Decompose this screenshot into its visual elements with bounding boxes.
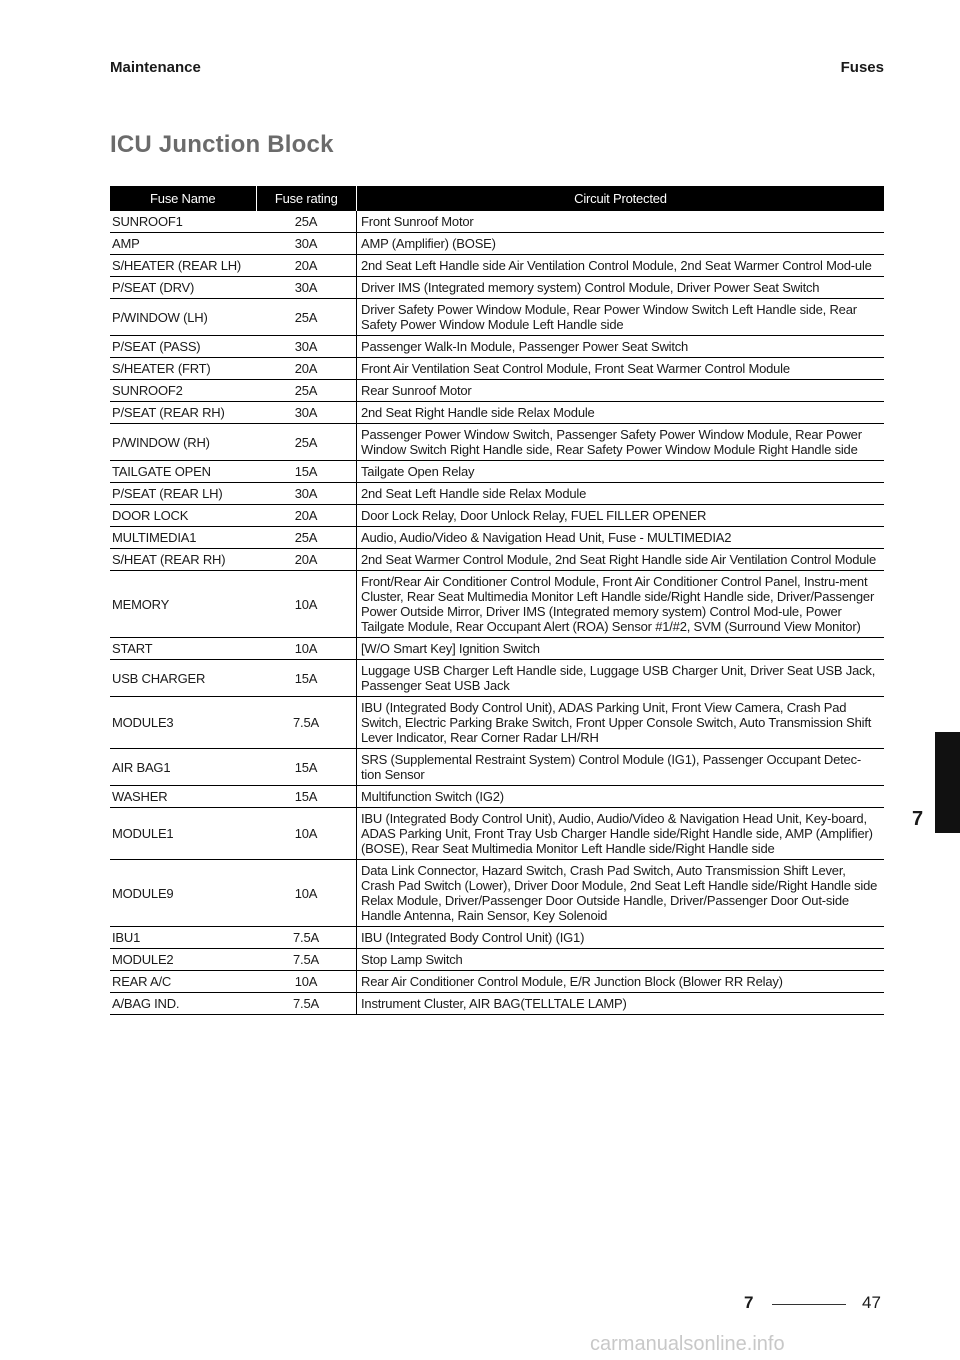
circuit-protected-cell: Stop Lamp Switch — [357, 949, 885, 971]
fuse-rating-cell: 25A — [256, 527, 357, 549]
fuse-name-cell: IBU1 — [110, 927, 256, 949]
fuse-rating-cell: 15A — [256, 786, 357, 808]
table-row — [110, 380, 884, 402]
circuit-protected-cell: IBU (Integrated Body Control Unit), Audio, Audio/Video & Navigation Head Unit, Key-board, ADAS Parking Unit, Front Tray Usb Charger Handle side/Right Handle side, AMP (Amplifier) (BOSE), Rear Seat Multimedia Monitor Left Handle side/Right Handle side — [357, 808, 885, 860]
table-row — [110, 255, 884, 277]
fuse-name-cell: USB CHARGER — [110, 660, 256, 697]
fuse-name-cell: WASHER — [110, 786, 256, 808]
fuse-name-cell: AIR BAG1 — [110, 749, 256, 786]
fuse-name-cell: S/HEATER (FRT) — [110, 358, 256, 380]
fuse-rating-cell: 7.5A — [256, 697, 357, 749]
table-row — [110, 638, 884, 660]
table-row — [110, 971, 884, 993]
fuse-rating-cell: 10A — [256, 860, 357, 927]
fuse-rating-cell: 30A — [256, 402, 357, 424]
fuse-rating-cell: 7.5A — [256, 949, 357, 971]
fuse-rating-cell: 15A — [256, 749, 357, 786]
fuse-rating-cell: 15A — [256, 461, 357, 483]
circuit-protected-cell: Luggage USB Charger Left Handle side, Luggage USB Charger Unit, Driver Seat USB Jack, Passenger Seat USB Jack — [357, 660, 885, 697]
circuit-protected-cell: Driver IMS (Integrated memory system) Control Module, Driver Power Seat Switch — [357, 277, 885, 299]
fuse-table — [110, 186, 884, 1015]
table-row — [110, 808, 884, 860]
circuit-protected-cell: Rear Air Conditioner Control Module, E/R Junction Block (Blower RR Relay) — [357, 971, 885, 993]
fuse-name-cell: P/SEAT (REAR RH) — [110, 402, 256, 424]
table-row — [110, 549, 884, 571]
fuse-table-body — [110, 211, 884, 1015]
fuse-name-cell: AMP — [110, 233, 256, 255]
circuit-protected-cell: Driver Safety Power Window Module, Rear Power Window Switch Left Handle side, Rear Safety Power Window Module Left Handle side — [357, 299, 885, 336]
fuse-name-cell: MEMORY — [110, 571, 256, 638]
table-row — [110, 571, 884, 638]
circuit-protected-cell: Instrument Cluster, AIR BAG(TELLTALE LAMP) — [357, 993, 885, 1015]
column-header-fuse-rating: Fuse rating — [256, 186, 357, 211]
circuit-protected-cell: 2nd Seat Right Handle side Relax Module — [357, 402, 885, 424]
column-header-fuse-name: Fuse Name — [110, 186, 256, 211]
circuit-protected-cell: 2nd Seat Warmer Control Module, 2nd Seat Right Handle side Air Ventilation Control Module — [357, 549, 885, 571]
fuse-rating-cell: 7.5A — [256, 927, 357, 949]
fuse-name-cell: DOOR LOCK — [110, 505, 256, 527]
fuse-name-cell: TAILGATE OPEN — [110, 461, 256, 483]
table-row — [110, 358, 884, 380]
circuit-protected-cell: Passenger Power Window Switch, Passenger Safety Power Window Module, Rear Power Window Switch Right Handle side, Rear Safety Power Window Module Right Handle side — [357, 424, 885, 461]
fuse-rating-cell: 25A — [256, 211, 357, 233]
table-header-row — [110, 186, 884, 211]
fuse-rating-cell: 30A — [256, 483, 357, 505]
circuit-protected-cell: [W/O Smart Key] Ignition Switch — [357, 638, 885, 660]
fuse-rating-cell: 10A — [256, 808, 357, 860]
circuit-protected-cell: AMP (Amplifier) (BOSE) — [357, 233, 885, 255]
fuse-rating-cell: 20A — [256, 255, 357, 277]
circuit-protected-cell: Front Sunroof Motor — [357, 211, 885, 233]
chapter-tab — [935, 732, 960, 833]
header-section: Maintenance — [110, 59, 201, 76]
fuse-name-cell: MODULE3 — [110, 697, 256, 749]
footer-chapter: 7 — [744, 1293, 754, 1312]
fuse-name-cell: A/BAG IND. — [110, 993, 256, 1015]
fuse-name-cell: MODULE2 — [110, 949, 256, 971]
circuit-protected-cell: SRS (Supplemental Restraint System) Control Module (IG1), Passenger Occupant Detec-tion Sensor — [357, 749, 885, 786]
fuse-rating-cell: 30A — [256, 233, 357, 255]
footer-page-number: 47 — [862, 1293, 881, 1312]
watermark: carmanualsonline.info — [590, 1333, 785, 1355]
circuit-protected-cell: Passenger Walk-In Module, Passenger Power Seat Switch — [357, 336, 885, 358]
table-row — [110, 860, 884, 927]
table-row — [110, 233, 884, 255]
circuit-protected-cell: Rear Sunroof Motor — [357, 380, 885, 402]
circuit-protected-cell: Front/Rear Air Conditioner Control Module, Front Air Conditioner Control Panel, Instru-ment Cluster, Rear Seat Multimedia Monitor Left Handle side/Right Handle side, Driver/Passenger Power Outside Mirror, Driver IMS (Integrated memory system) Control Mod-ule, Power Tailgate Module, Rear Occupant Alert (ROA) Sensor #1/#2, SVM (Surround View Monitor) — [357, 571, 885, 638]
circuit-protected-cell: Audio, Audio/Video & Navigation Head Unit, Fuse - MULTIMEDIA2 — [357, 527, 885, 549]
fuse-rating-cell: 7.5A — [256, 993, 357, 1015]
table-row — [110, 211, 884, 233]
table-row — [110, 786, 884, 808]
circuit-protected-cell: 2nd Seat Left Handle side Relax Module — [357, 483, 885, 505]
table-row — [110, 483, 884, 505]
fuse-rating-cell: 10A — [256, 571, 357, 638]
table-row — [110, 993, 884, 1015]
table-row — [110, 527, 884, 549]
footer-divider — [772, 1304, 846, 1305]
circuit-protected-cell: Door Lock Relay, Door Unlock Relay, FUEL FILLER OPENER — [357, 505, 885, 527]
fuse-name-cell: MULTIMEDIA1 — [110, 527, 256, 549]
circuit-protected-cell: IBU (Integrated Body Control Unit), ADAS Parking Unit, Front View Camera, Crash Pad Switch, Electric Parking Brake Switch, Front Upper Console Switch, Auto Transmission Shift Lever Indicator, Rear Corner Radar LH/RH — [357, 697, 885, 749]
fuse-rating-cell: 25A — [256, 424, 357, 461]
column-header-circuit-protected: Circuit Protected — [357, 186, 885, 211]
circuit-protected-cell: Front Air Ventilation Seat Control Module, Front Seat Warmer Control Module — [357, 358, 885, 380]
fuse-rating-cell: 30A — [256, 336, 357, 358]
fuse-rating-cell: 10A — [256, 638, 357, 660]
table-row — [110, 461, 884, 483]
circuit-protected-cell: Tailgate Open Relay — [357, 461, 885, 483]
fuse-rating-cell: 25A — [256, 299, 357, 336]
fuse-name-cell: MODULE1 — [110, 808, 256, 860]
fuse-name-cell: P/SEAT (DRV) — [110, 277, 256, 299]
table-row — [110, 949, 884, 971]
fuse-name-cell: P/WINDOW (RH) — [110, 424, 256, 461]
table-row — [110, 927, 884, 949]
table-row — [110, 336, 884, 358]
fuse-name-cell: S/HEAT (REAR RH) — [110, 549, 256, 571]
chapter-tab-number: 7 — [912, 808, 924, 830]
table-row — [110, 697, 884, 749]
circuit-protected-cell: Multifunction Switch (IG2) — [357, 786, 885, 808]
fuse-name-cell: SUNROOF1 — [110, 211, 256, 233]
table-row — [110, 299, 884, 336]
fuse-name-cell: S/HEATER (REAR LH) — [110, 255, 256, 277]
fuse-name-cell: P/WINDOW (LH) — [110, 299, 256, 336]
fuse-rating-cell: 20A — [256, 358, 357, 380]
fuse-rating-cell: 20A — [256, 505, 357, 527]
header-topic: Fuses — [840, 59, 884, 76]
fuse-rating-cell: 10A — [256, 971, 357, 993]
fuse-name-cell: P/SEAT (PASS) — [110, 336, 256, 358]
page-title: ICU Junction Block — [110, 131, 334, 158]
fuse-rating-cell: 20A — [256, 549, 357, 571]
circuit-protected-cell: 2nd Seat Left Handle side Air Ventilation Control Module, 2nd Seat Warmer Control Mod-ule — [357, 255, 885, 277]
table-row — [110, 749, 884, 786]
fuse-rating-cell: 25A — [256, 380, 357, 402]
fuse-rating-cell: 30A — [256, 277, 357, 299]
fuse-name-cell: MODULE9 — [110, 860, 256, 927]
fuse-name-cell: REAR A/C — [110, 971, 256, 993]
table-row — [110, 505, 884, 527]
table-row — [110, 424, 884, 461]
fuse-rating-cell: 15A — [256, 660, 357, 697]
table-row — [110, 402, 884, 424]
table-row — [110, 660, 884, 697]
circuit-protected-cell: Data Link Connector, Hazard Switch, Crash Pad Switch, Auto Transmission Shift Lever, Crash Pad Switch (Lower), Driver Door Module, 2nd Seat Left Handle side/Right Handle side Relax Module, Driver/Passenger Door Outside Handle, Driver/Passenger Door Out-side Handle Antenna, Rain Sensor, Key Solenoid — [357, 860, 885, 927]
circuit-protected-cell: IBU (Integrated Body Control Unit) (IG1) — [357, 927, 885, 949]
fuse-name-cell: START — [110, 638, 256, 660]
fuse-name-cell: P/SEAT (REAR LH) — [110, 483, 256, 505]
table-row — [110, 277, 884, 299]
fuse-name-cell: SUNROOF2 — [110, 380, 256, 402]
